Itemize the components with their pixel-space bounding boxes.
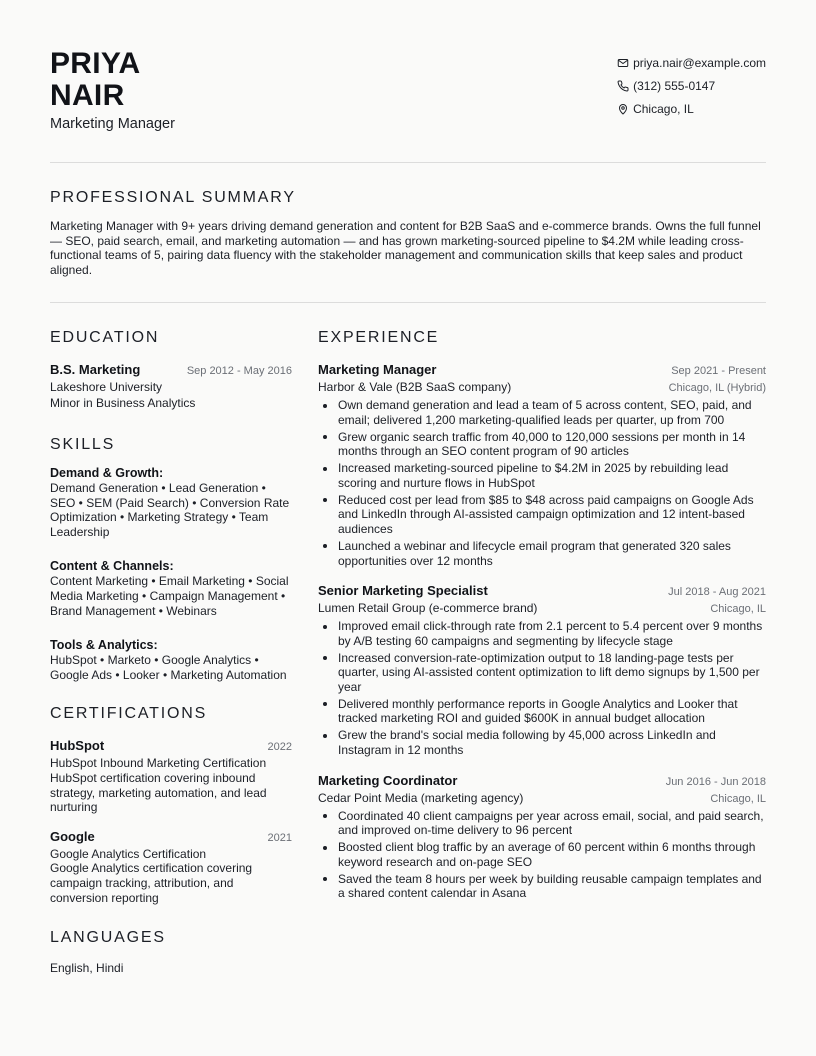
job-title: Senior Marketing Specialist: [318, 583, 488, 599]
header-divider: [50, 162, 766, 163]
bullet-item: Improved email click-through rate from 2.1 percent to 5.4 percent over 9 months by A/B testing 60 campaigns and segmenting by lifecycle stage: [318, 619, 766, 648]
mail-icon: [617, 57, 629, 69]
job-location: Chicago, IL: [710, 603, 766, 616]
school: Lakeshore University: [50, 380, 163, 394]
bullet-item: Launched a webinar and lifecycle email program that generated 320 sales opportunities over 12 months: [318, 539, 766, 568]
contact-info: [617, 51, 766, 120]
job-dates: Sep 2021 - Present: [671, 365, 766, 377]
education-entry: [50, 362, 292, 411]
education-dates: Sep 2012 - May 2016: [186, 365, 292, 377]
contact-email: [617, 51, 766, 74]
job-location: Chicago, IL: [710, 792, 766, 805]
right-column: [318, 329, 766, 903]
summary-divider: [50, 302, 766, 303]
job-bullets: [318, 809, 766, 901]
job-location: Chicago, IL (Hybrid): [668, 382, 766, 394]
bullet-item: Increased marketing-sourced pipeline to $4.2M in 2025 by rebuilding lead scoring and nurture flows in HubSpot: [318, 461, 766, 490]
skill-group-items: Content Marketing • Email Marketing • Social Media Marketing • Campaign Management • Brand Management • Webinars: [50, 574, 289, 618]
skill-group-items: Demand Generation • Lead Generation • SEO • SEM (Paid Search) • Conversion Rate Optimization • Marketing Strategy • Team Leadership: [50, 481, 290, 539]
job-company: Cedar Point Media (marketing agency): [318, 790, 524, 805]
name-line-2: NAIR: [50, 79, 125, 112]
job-bullets: [318, 619, 766, 758]
bullet-item: Reduced cost per lead from $85 to $48 across paid campaigns on Google Ads and LinkedIn through AI-assisted campaign optimization and 12 intent-based audiences: [318, 493, 766, 537]
bullet-item: Boosted client blog traffic by an average of 60 percent within 6 months through keyword research and on-page SEO: [318, 840, 766, 869]
phone-icon: [617, 80, 629, 92]
cert-name: Google Analytics Certification: [50, 846, 207, 861]
bullet-item: Coordinated 40 client campaigns per year across email, social, and paid search, and improved on-time delivery to 96 percent: [318, 809, 766, 838]
skill-group: [50, 638, 292, 682]
cert-description: Google Analytics certification covering campaign tracking, attribution, and conversion reporting: [50, 861, 253, 905]
job-entry: [318, 583, 766, 758]
skill-group-items: HubSpot • Marketo • Google Analytics • Google Ads • Looker • Marketing Automation: [50, 653, 287, 682]
skill-group-name: Demand & Growth:: [50, 466, 164, 480]
job-dates: Jul 2018 - Aug 2021: [668, 586, 766, 599]
languages-title: LANGUAGES: [50, 929, 166, 947]
candidate-role: Marketing Manager: [50, 116, 175, 132]
bullet-item: Own demand generation and lead a team of 5 across content, SEO, paid, and email; delivered 1,200 marketing-qualified leads per quarter, up from 700: [318, 398, 766, 427]
job-dates: Jun 2016 - Jun 2018: [665, 775, 766, 788]
bullet-item: Increased conversion-rate-optimization output to 18 landing-page tests per quarter, using AI-assisted content optimization to lift demo signups by 1,500 per year: [318, 651, 766, 695]
email-text: priya.nair@example.com: [633, 55, 766, 70]
education-title: EDUCATION: [50, 329, 160, 346]
job-entry: [318, 362, 766, 568]
left-column: [50, 329, 292, 977]
experience-title: EXPERIENCE: [318, 329, 440, 346]
job-bullets: [318, 398, 766, 568]
bullet-item: Grew the brand's social media following by 45,000 across LinkedIn and Instagram in 12 months: [318, 728, 766, 757]
job-title: Marketing Coordinator: [318, 772, 458, 788]
summary-section: [50, 189, 766, 277]
bullet-item: Grew organic search traffic from 40,000 to 120,000 sessions per month in 14 months through an SEO content program of 90 articles: [318, 430, 766, 459]
cert-year: 2022: [267, 741, 292, 754]
bullet-item: Delivered monthly performance reports in Google Analytics and Looker that tracked marketing ROI and guided $600K in annual budget allocation: [318, 697, 766, 726]
certifications-title: CERTIFICATIONS: [50, 705, 208, 723]
skill-group: [50, 559, 292, 618]
contact-location: [617, 97, 766, 120]
job-entry: [318, 773, 766, 901]
map-pin-icon: [617, 103, 629, 115]
cert-name: HubSpot Inbound Marketing Certification: [50, 756, 267, 771]
job-company: Harbor & Vale (B2B SaaS company): [318, 380, 512, 394]
cert-issuer: Google: [50, 828, 95, 844]
skill-group: [50, 466, 292, 539]
contact-phone: [617, 74, 766, 97]
languages-text: English, Hindi: [50, 961, 124, 976]
skill-group-name: Tools & Analytics:: [50, 638, 158, 653]
phone-text: (312) 555-0147: [633, 78, 716, 93]
resume-header: [50, 48, 766, 138]
certification-entry: [50, 738, 292, 814]
job-company: Lumen Retail Group (e-commerce brand): [318, 601, 538, 616]
location-text: Chicago, IL: [633, 101, 694, 116]
degree: B.S. Marketing: [50, 362, 141, 377]
bullet-item: Saved the team 8 hours per week by building reusable campaign templates and a shared content calendar in Asana: [318, 872, 766, 901]
job-title: Marketing Manager: [318, 362, 437, 377]
summary-title: PROFESSIONAL SUMMARY: [50, 189, 296, 206]
skill-group-name: Content & Channels:: [50, 559, 174, 574]
certification-entry: [50, 829, 292, 905]
minor: Minor in Business Analytics: [50, 395, 196, 410]
cert-year: 2021: [267, 831, 292, 844]
skills-title: SKILLS: [50, 436, 116, 453]
summary-text: Marketing Manager with 9+ years driving demand generation and content for B2B SaaS and e-commerce brands. Owns the full funnel — SEO, paid search, email, and marketing automation — and has grown marketing-sourced pipeline to $4.2M while leading cross-functional teams of 5, pairing data fluency with the stakeholder management and communication skills that keep sales and product aligned.: [50, 219, 761, 277]
name-line-1: PRIYA: [50, 47, 141, 80]
cert-issuer: HubSpot: [50, 738, 105, 754]
cert-description: HubSpot certification covering inbound strategy, marketing automation, and lead nurturing: [50, 770, 267, 815]
